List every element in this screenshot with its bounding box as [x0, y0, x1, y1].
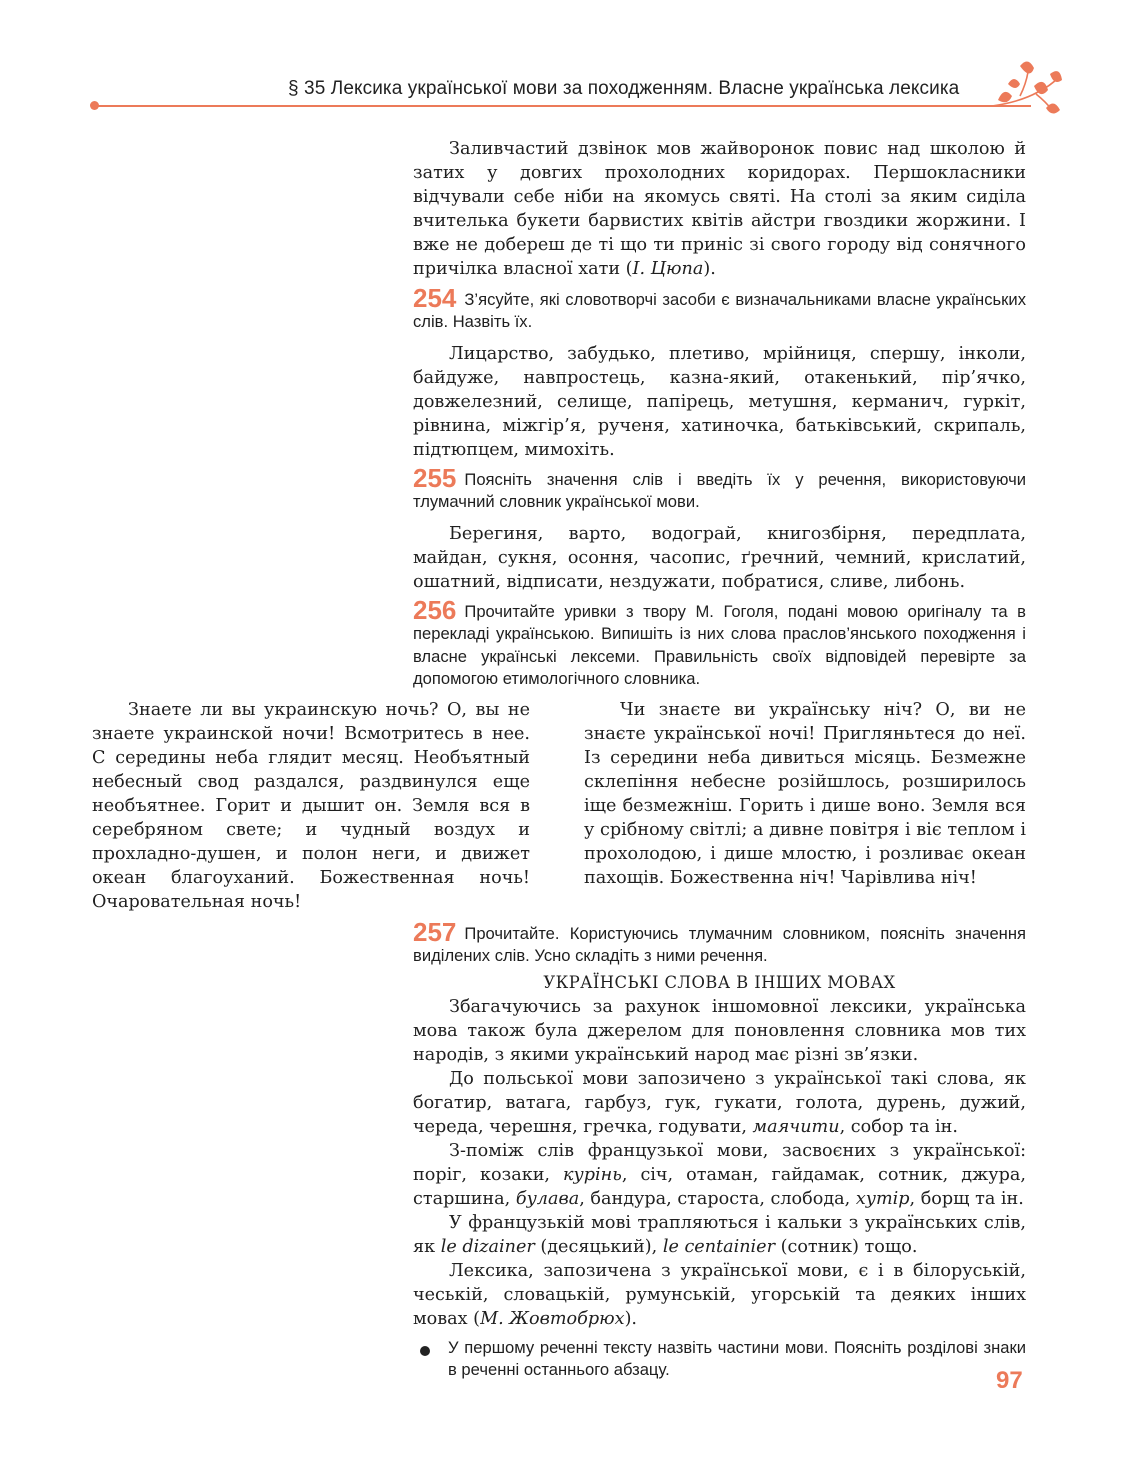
task-257-paragraph-2: [413, 1067, 1026, 1139]
p4-highlight-1: le dizainer: [440, 1236, 535, 1257]
task-257-paragraph-5: [413, 1259, 1026, 1331]
p2-text-b: , собор та ін.: [839, 1116, 958, 1137]
p5-text-b: ).: [624, 1308, 638, 1329]
task-257-paragraph-1: Збагачуючись за рахунок іншомовної лексики, українська мова також була джерелом для поновлення словника мов тих народів, з якими український народ має різні зв’язки.: [413, 996, 1026, 1065]
bullet-task: [448, 1337, 1026, 1382]
bullet-icon: [420, 1346, 430, 1356]
task-256-translation-block: [584, 698, 1026, 890]
task-256-instruction-text: Прочитайте уривки з твору М. Гоголя, подані мовою оригіналу та в перекладі українською. Випишіть із них слова праслов’янського походження і власне українські лексеми. Правильність своїх відповідей перевірте за допомогою етимологічного словника.: [413, 602, 1026, 689]
task-257: [413, 917, 1026, 1331]
task-255: [413, 463, 1026, 594]
flower-icon: [990, 56, 1068, 118]
intro-paragraph-block: [413, 137, 1026, 281]
intro-author: І. Цюпа: [632, 259, 704, 279]
task-257-instruction: [413, 917, 1026, 968]
task-256-original-text: Знаете ли вы украинскую ночь? О, вы не знаете украинской ночи! Всмотритесь в нее. С середины неба глядит месяц. Необъятный небесный свод раздался, раздвинулся еще необъятнее. Горит и дышит он. Земля вся в серебряном свете; и чудный воздух и прохладно-душен, и полон неги, и движет океан благоуханий. Божественная ночь! Очаровательная ночь!: [92, 700, 530, 912]
task-256-instruction: [413, 595, 1026, 691]
task-255-number: 255: [413, 463, 457, 493]
task-257-instruction-text: Прочитайте. Користуючись тлумачним словником, поясніть значення виділених слів. Усно складіть з ними речення.: [413, 924, 1026, 966]
task-254-instruction: [413, 283, 1026, 334]
page-number: 97: [996, 1367, 1023, 1394]
task-254-instruction-text: З’ясуйте, які словотворчі засоби є визначальниками власне українських слів. Назвіть їх.: [413, 290, 1026, 332]
p3-highlight-3: хутір: [855, 1188, 910, 1209]
task-257-heading: УКРАЇНСЬКІ СЛОВА В ІНШИХ МОВАХ: [543, 972, 896, 992]
section-title: § 35 Лексика української мови за походженням. Власне українська лексика: [288, 78, 960, 99]
p2-text-a: До польської мови запозичено з української такі слова, як богатир, ватага, гарбуз, гук, гукати, голота, дурень, дужий, череда, черешня, гречка, годувати,: [413, 1068, 1026, 1137]
task-256-original-block: [92, 698, 530, 914]
task-257-paragraph-3: [413, 1139, 1026, 1211]
task-256: [413, 595, 1026, 691]
p3-text-d: , борщ та ін.: [909, 1188, 1024, 1209]
task-256-translation-text: Чи знаєте ви українську ніч? О, ви не знаєте української ночі! Пригляньтеся до неї. Із середини неба дивиться місяць. Безмежне склепіння небесне розійшлось, розширилось іще безмежніш. Горить і дише воно. Земля вся у срібному світлі; а дивне повітря і віє теплом і прохолодою, і дише млостю, і розливає океан пахощів. Божественна ніч! Чарівлива ніч!: [584, 700, 1026, 888]
intro-end: ).: [703, 259, 716, 279]
task-254-text: Лицарство, забудько, плетиво, мрійниця, спершу, інколи, байдуже, навпростець, казна-який, отакенький, пір’ячко, довжелезний, селище, папірець, метушня, керманич, гуркіт, рівнина, міжгір’я, рученя, хатиночка, батьківський, скрипаль, підтюпцем, мимохіть.: [413, 343, 1026, 460]
bullet-task-text: У першому реченні тексту назвіть частини мови. Поясніть розділові знаки в реченні останнього абзацу.: [448, 1338, 1026, 1380]
p3-text-a: З-поміж слів французької мови, засвоєних з української: поріг, козаки,: [413, 1140, 1026, 1185]
p5-author: М. Жовтобрюх: [480, 1308, 625, 1329]
header-line: [96, 105, 1031, 107]
intro-paragraph: [413, 137, 1026, 281]
task-256-number: 256: [413, 595, 457, 625]
task-257-number: 257: [413, 917, 457, 947]
p3-highlight-1: курінь: [563, 1164, 622, 1185]
task-254: [413, 283, 1026, 462]
task-255-instruction: [413, 463, 1026, 514]
p4-text-b: (десяцький),: [534, 1236, 663, 1257]
p3-text-c: , бандура, староста, слобода,: [579, 1188, 856, 1209]
p3-highlight-2: булава: [515, 1188, 580, 1209]
p4-text-c: (сотник) тощо.: [775, 1236, 918, 1257]
intro-text: Заливчастий дзвінок мов жайворонок повис над школою й затих у довгих прохолодних коридорах. Першокласники відчували себе ніби на якомусь святі. На столі за яким сиділа вчителька букети барвистих квітів айстри гвоздики жоржини. І вже не добереш де ті що ти приніс зі свого городу від сонячного причілка власної хати (: [413, 139, 1026, 279]
task-255-text: Берегиня, варто, водограй, книгозбірня, передплата, майдан, сукня, осоння, часопис, ґречний, чемний, крислатий, ошатний, відписати, нездужати, побратися, сливе, либонь.: [413, 523, 1026, 592]
p5-text-a: Лексика, запозичена з української мови, є і в білоруській, чеській, словацькій, румунській, угорській та деяких інших мовах (: [413, 1260, 1026, 1329]
p2-highlight-1: маячити: [752, 1116, 840, 1137]
task-255-instruction-text: Поясніть значення слів і введіть їх у речення, використовуючи тлумачний словник української мови.: [413, 470, 1026, 512]
p3-text-b: , січ, отаман, гайдамак, сотник, джура, старшина,: [413, 1164, 1026, 1209]
task-257-paragraph-4: [413, 1211, 1026, 1259]
p4-text-a: У французькій мові трапляються і кальки з українських слів, як: [413, 1212, 1026, 1257]
p4-highlight-2: le centainier: [662, 1236, 776, 1257]
task-254-number: 254: [413, 283, 457, 313]
